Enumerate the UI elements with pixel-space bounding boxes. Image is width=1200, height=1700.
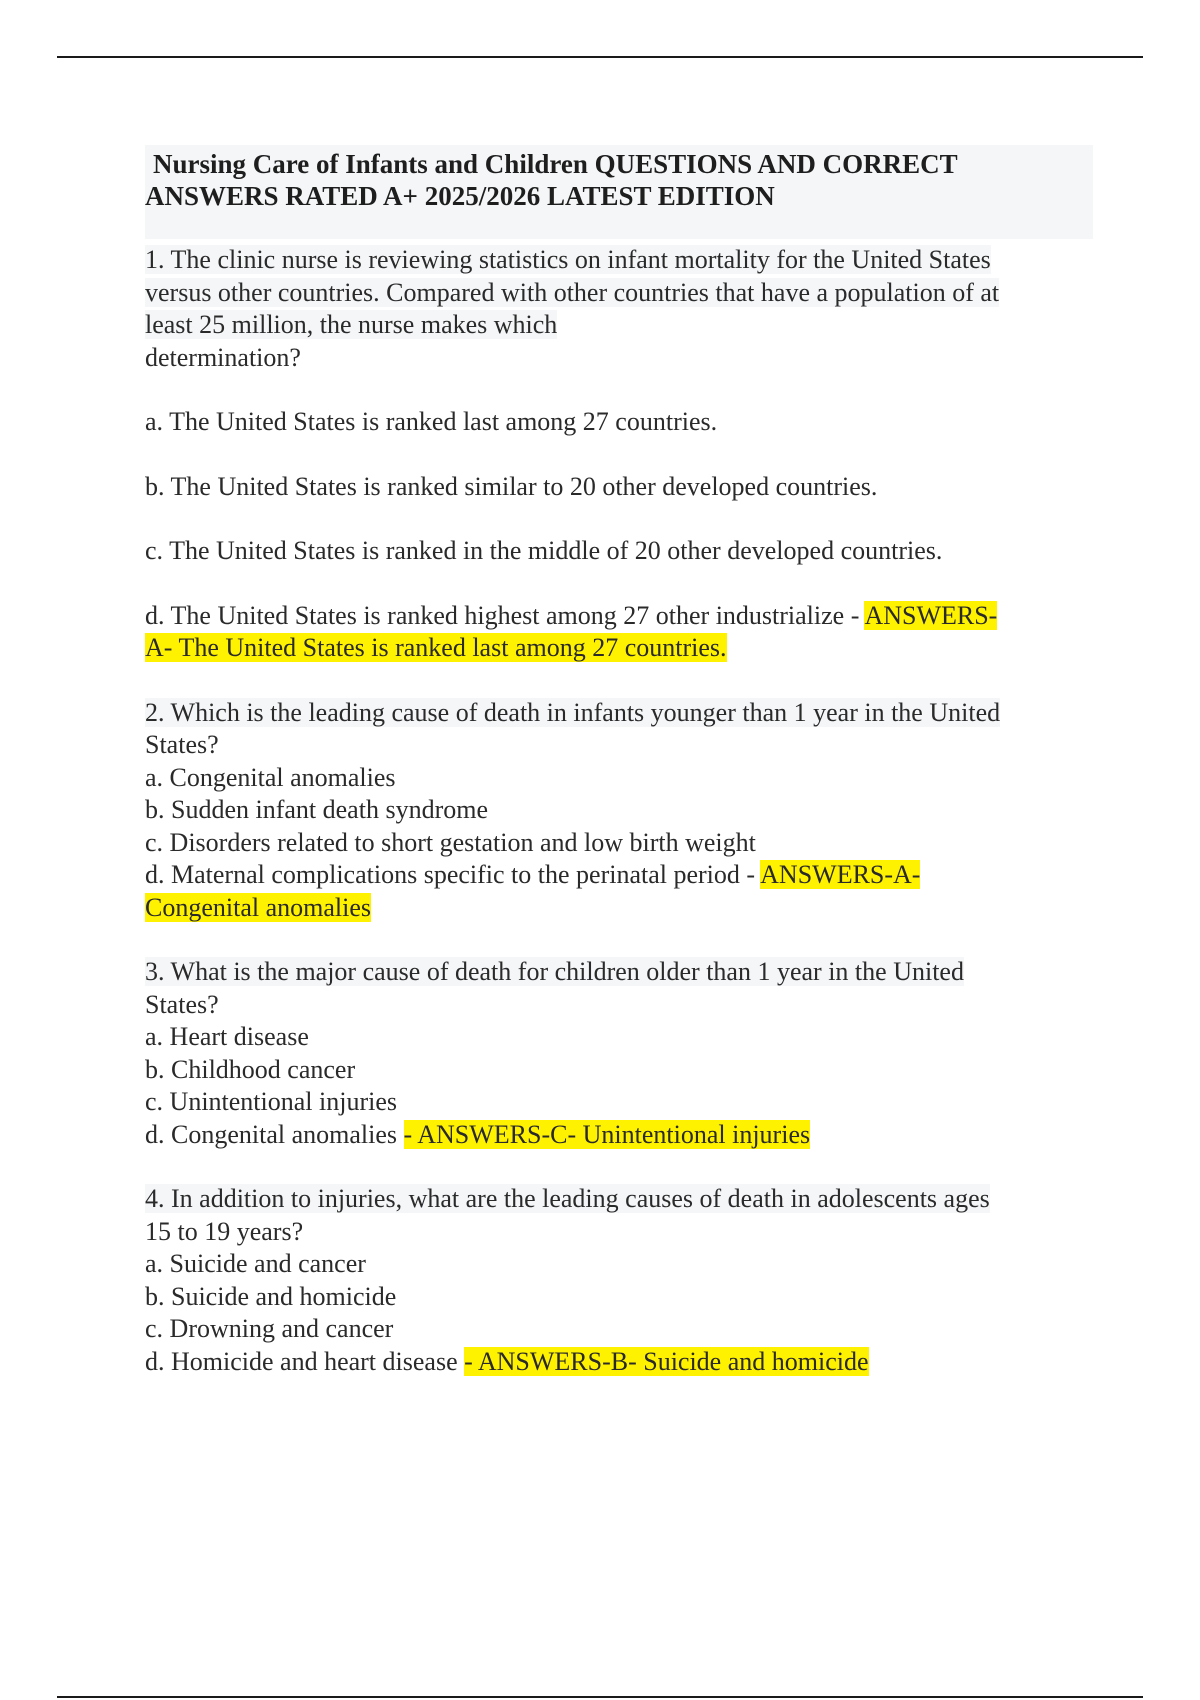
option-d: d. Homicide and heart disease bbox=[145, 1346, 465, 1376]
question-stem-line: least 25 million, the nurse makes which bbox=[145, 310, 558, 339]
question-stem-line: States? bbox=[145, 989, 219, 1019]
question-2 bbox=[145, 697, 1085, 925]
title-line-2: ANSWERS RATED A+ 2025/2026 LATEST EDITION bbox=[145, 181, 775, 211]
option-c: c. Drowning and cancer bbox=[145, 1314, 394, 1343]
question-1 bbox=[145, 244, 1085, 374]
option-a: a. Congenital anomalies bbox=[145, 762, 396, 792]
question-stem-line: 1. The clinic nurse is reviewing statistics on infant mortality for the United States bbox=[145, 245, 991, 274]
question-stem-line: States? bbox=[145, 730, 219, 759]
option-a: a. Suicide and cancer bbox=[145, 1249, 366, 1278]
option-c: c. Unintentional injuries bbox=[145, 1087, 398, 1116]
option-b: b. The United States is ranked similar to 20 other developed countries. bbox=[145, 471, 878, 501]
answer-highlight: Congenital anomalies bbox=[145, 892, 372, 922]
option-b: b. Sudden infant death syndrome bbox=[145, 795, 488, 824]
document-body bbox=[145, 244, 1085, 1378]
top-rule bbox=[57, 56, 1143, 58]
answer-highlight: - ANSWERS-B- Suicide and homicide bbox=[464, 1346, 869, 1376]
question-stem-line: determination? bbox=[145, 342, 301, 372]
option-b: b. Suicide and homicide bbox=[145, 1281, 397, 1311]
option-a: a. The United States is ranked last among 27 countries. bbox=[145, 407, 718, 436]
answer-highlight: ANSWERS- bbox=[864, 600, 998, 630]
title-line-1: Nursing Care of Infants and Children QUESTIONS AND CORRECT bbox=[153, 149, 958, 179]
answer-highlight: ANSWERS-A- bbox=[760, 860, 921, 889]
question-3 bbox=[145, 956, 1085, 1151]
option-c: c. Disorders related to short gestation and low birth weight bbox=[145, 827, 756, 857]
page-title bbox=[145, 148, 1085, 212]
option-c: c. The United States is ranked in the middle of 20 other developed countries. bbox=[145, 536, 943, 565]
option-d: d. Maternal complications specific to the perinatal period - bbox=[145, 860, 761, 889]
question-stem-line: 3. What is the major cause of death for children older than 1 year in the United bbox=[145, 957, 964, 986]
question-stem-line: 4. In addition to injuries, what are the leading causes of death in adolescents ages bbox=[145, 1184, 990, 1213]
answer-highlight: - ANSWERS-C- Unintentional injuries bbox=[403, 1119, 811, 1149]
question-stem-line: 15 to 19 years? bbox=[145, 1216, 304, 1246]
question-stem-line: versus other countries. Compared with other countries that have a population of at bbox=[145, 277, 1000, 307]
answer-highlight: A- The United States is ranked last among 27 countries. bbox=[145, 633, 727, 662]
bottom-rule bbox=[57, 1696, 1143, 1698]
option-b: b. Childhood cancer bbox=[145, 1054, 356, 1084]
option-d: d. The United States is ranked highest among 27 other industrialize - bbox=[145, 600, 865, 630]
question-stem-line: 2. Which is the leading cause of death in infants younger than 1 year in the United bbox=[145, 697, 1001, 727]
question-4 bbox=[145, 1183, 1085, 1378]
option-d: d. Congenital anomalies bbox=[145, 1119, 404, 1149]
option-a: a. Heart disease bbox=[145, 1022, 309, 1051]
